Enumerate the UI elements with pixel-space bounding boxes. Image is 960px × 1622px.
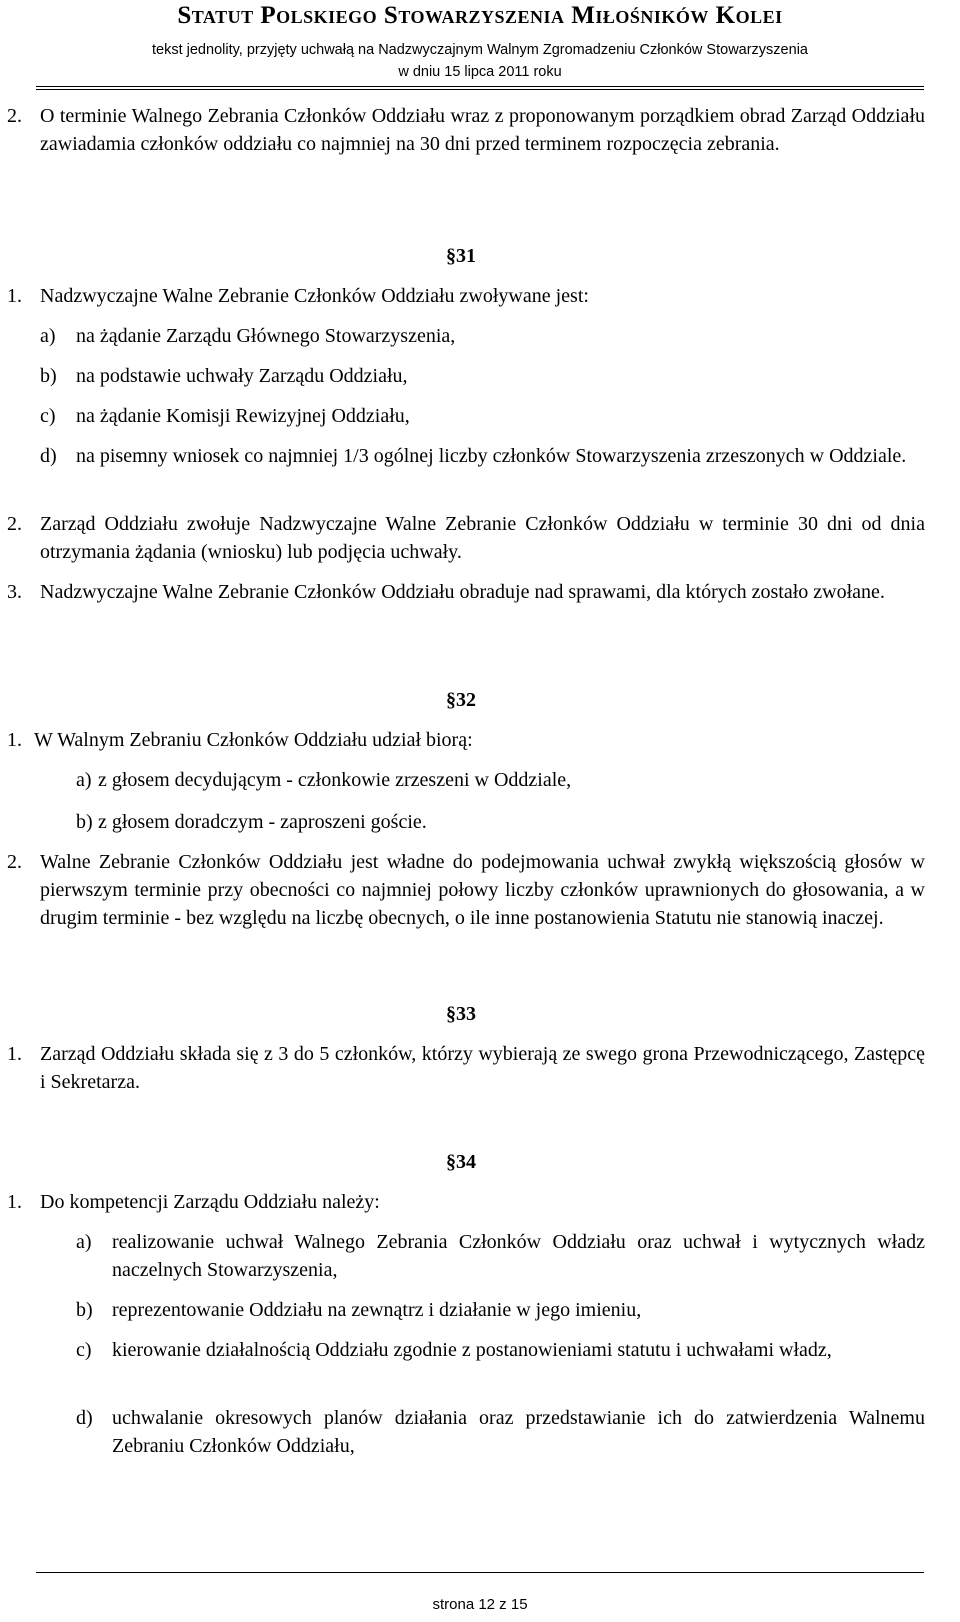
s32-p1-number: 1.: [7, 729, 22, 751]
s33-p1-text: Zarząd Oddziału składa się z 3 do 5 członków, którzy wybierają ze swego grona Przewodniczącego, Zastępcę i Sekretarza.: [40, 1043, 925, 1093]
s34-p1-text: Do kompetencji Zarządu Oddziału należy:: [40, 1191, 380, 1213]
header-divider: [36, 86, 924, 87]
page-number: strona 12 z 15: [432, 1596, 528, 1613]
s31-item-b-text: na podstawie uchwały Zarządu Oddziału,: [76, 365, 408, 387]
s31-item-a-text: na żądanie Zarządu Głównego Stowarzyszenia,: [76, 325, 456, 347]
s34-item-a-text: realizowanie uchwał Walnego Zebrania Członków Oddziału oraz uchwał i wytycznych władz naczelnych Stowarzyszenia,: [112, 1231, 925, 1281]
s31-item-b-label: b): [40, 365, 57, 387]
document-subtitle: tekst jednolity, przyjęty uchwałą na Nadzwyczajnym Walnym Zgromadzeniu Członków Stowarzyszenia: [152, 42, 808, 58]
s34-p1-number: 1.: [7, 1191, 22, 1213]
s34-item-c-text: kierowanie działalnością Oddziału zgodnie z postanowieniami statutu i uchwałami władz,: [112, 1339, 832, 1361]
s32-item-a-label: a): [76, 769, 92, 791]
s32-p1-text: W Walnym Zebraniu Członków Oddziału udział biorą:: [34, 729, 473, 751]
s31-item-d-label: d): [40, 445, 57, 467]
s31-item-d-text: na pisemny wniosek co najmniej 1/3 ogólnej liczby członków Stowarzyszenia zrzeszonych w Oddziale.: [76, 445, 907, 467]
section-sign-icon: §: [446, 689, 456, 711]
s32-item-a-text: z głosem decydującym - członkowie zrzeszeni w Oddziale,: [98, 769, 572, 791]
header-divider-2: [36, 89, 924, 90]
s34-item-c-label: c): [76, 1339, 92, 1361]
s31-p3-number: 3.: [7, 581, 22, 603]
s32-item-b-text: z głosem doradczym - zaproszeni goście.: [98, 811, 427, 833]
s31-p3-text: Nadzwyczajne Walne Zebranie Członków Oddziału obraduje nad sprawami, dla których zostało zwołane.: [40, 581, 885, 603]
section-32-heading: §32: [446, 689, 476, 711]
section-33-heading: §33: [446, 1003, 476, 1025]
section-31-heading: §31: [446, 245, 476, 267]
s31-p1-number: 1.: [7, 285, 22, 307]
footer-divider: [36, 1572, 924, 1573]
s34-item-b-text: reprezentowanie Oddziału na zewnątrz i działanie w jego imieniu,: [112, 1299, 642, 1321]
s31-item-a-label: a): [40, 325, 56, 347]
s32-p2-number: 2.: [7, 851, 22, 873]
s34-item-d-label: d): [76, 1407, 93, 1429]
document-date: w dniu 15 lipca 2011 roku: [398, 64, 562, 80]
s31-item-c-label: c): [40, 405, 56, 427]
s34-item-a-label: a): [76, 1231, 92, 1253]
s34-item-d-text: uchwalanie okresowych planów działania oraz przedstawianie ich do zatwierdzenia Walnemu Zebraniu Członków Oddziału,: [112, 1407, 925, 1457]
section-sign-icon: §: [446, 1151, 456, 1173]
paragraph-number: 2.: [7, 105, 22, 127]
s31-item-c-text: na żądanie Komisji Rewizyjnej Oddziału,: [76, 405, 410, 427]
s31-p1-text: Nadzwyczajne Walne Zebranie Członków Oddziału zwoływane jest:: [40, 285, 589, 307]
section-sign-icon: §: [446, 1003, 456, 1025]
s31-p2-number: 2.: [7, 513, 22, 535]
section-34-heading: §34: [446, 1151, 476, 1173]
section-sign-icon: §: [446, 245, 456, 267]
s34-item-b-label: b): [76, 1299, 93, 1321]
s31-p2-text: Zarząd Oddziału zwołuje Nadzwyczajne Walne Zebranie Członków Oddziału w terminie 30 dni od dnia otrzymania żądania (wniosku) lub podjęcia uchwały.: [40, 513, 925, 563]
document-title: Statut Polskiego Stowarzyszenia Miłośników Kolei: [177, 2, 783, 29]
s32-p2-text: Walne Zebranie Członków Oddziału jest władne do podejmowania uchwał zwykłą większością głosów w pierwszym terminie przy obecności co najmniej połowy liczby członków uprawnionych do głosowania, a w drugim terminie - bez względu na liczbę obecnych, o ile inne postanowienia Statutu nie stanowią inaczej.: [40, 851, 925, 929]
s33-p1-number: 1.: [7, 1043, 22, 1065]
paragraph-text: O terminie Walnego Zebrania Członków Oddziału wraz z proponowanym porządkiem obrad Zarząd Oddziału zawiadamia członków oddziału co najmniej na 30 dni przed terminem rozpoczęcia zebrania.: [40, 105, 925, 155]
s32-item-b-label: b): [76, 811, 93, 833]
